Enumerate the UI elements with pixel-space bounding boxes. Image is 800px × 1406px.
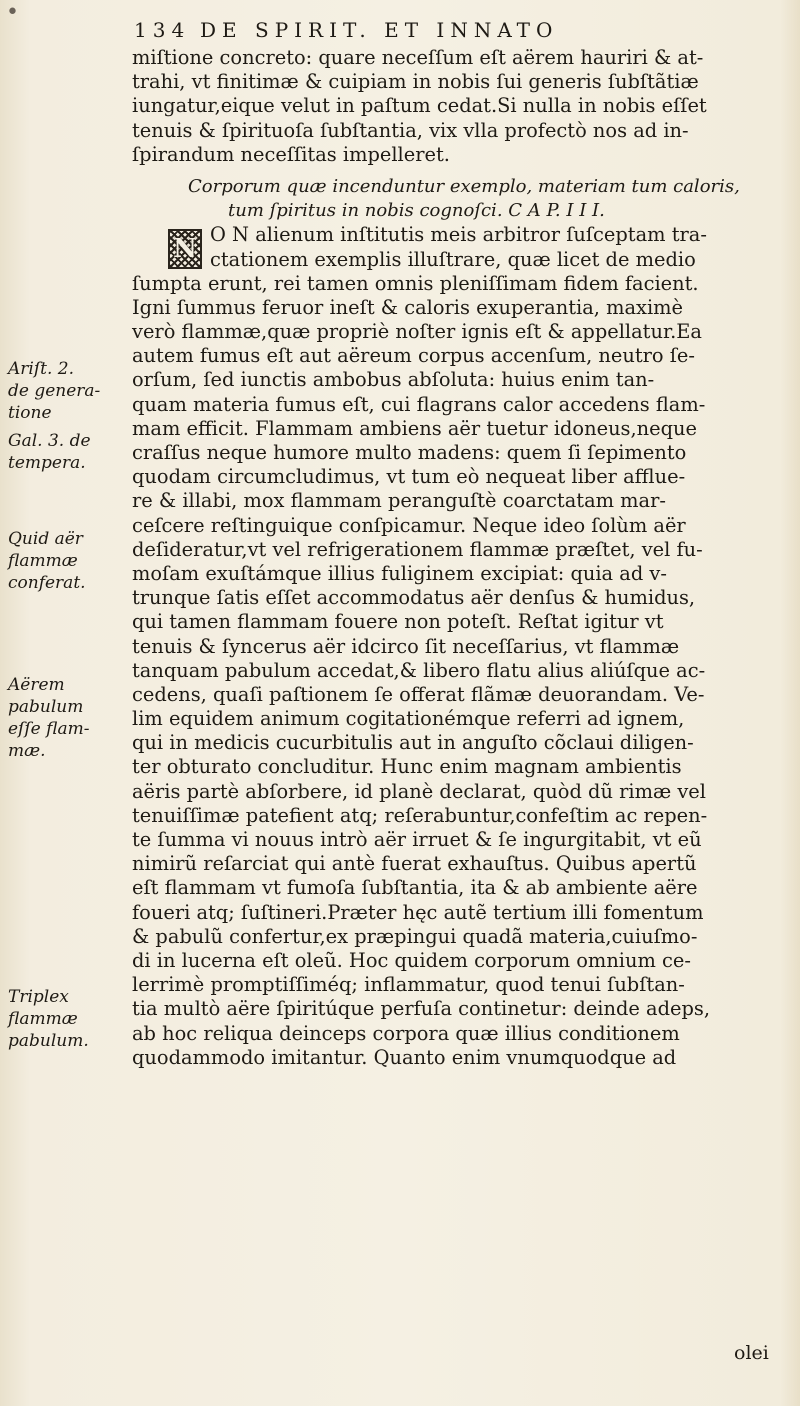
- catchword: olei: [734, 1342, 769, 1364]
- text-line: re & illabi, mox flammam peranguſtè coarctatam mar-: [132, 489, 666, 513]
- text-line: ab hoc reliqua deinceps corpora quæ illius conditionem: [132, 1021, 680, 1045]
- text-line: craſſus neque humore multo madens: quem ſi ſepimento: [132, 441, 687, 464]
- text-line: quodam circumcludimus, vt tum eò nequeat liber afflue-: [132, 465, 686, 489]
- text-line: qui in medicis cucurbitulis aut in anguſto cõclaui diligen-: [132, 731, 694, 755]
- text-line: tenuis & ſyncerus aër idcirco ſit neceſſarius, vt flammæ: [132, 634, 680, 658]
- text-line: tenuiſſimæ patefient atq; reſerabuntur,confeſtim ac repen-: [132, 803, 708, 827]
- margin-note-line: de genera-: [8, 381, 101, 401]
- margin-note-aristotle: [8, 358, 128, 424]
- running-title: DE SPIRIT. ET INNATO: [200, 18, 559, 42]
- dropcap-letter: N: [173, 234, 197, 265]
- text-line: lerrimè promptiſſiméq; inflammatur, quod tenui ſubſtan-: [132, 973, 685, 997]
- margin-note-line: Gal. 3. de: [8, 431, 91, 451]
- text-line: qui tamen flammam fouere non poteſt. Reſtat igitur vt: [132, 610, 664, 634]
- text-line: eſt flammam vt fumoſa ſubſtantia, ita & ab ambiente aëre: [132, 876, 698, 900]
- text-line: foueri atq; ſuſtineri.Præter hęc autẽ tertium illi fomentum: [132, 900, 704, 924]
- text-line: trahi, vt finitimæ & cuipiam in nobis ſui generis ſubſtãtiæ: [132, 70, 699, 94]
- text-line: nimirũ reſarciat qui antè fuerat exhauſtus. Quibus apertũ: [132, 852, 697, 876]
- text-line: & pabulũ confertur,ex præpingui quadã materia,cuiuſmo-: [132, 924, 698, 948]
- margin-note-line: tione: [8, 403, 52, 423]
- running-header: [134, 18, 674, 48]
- page-edge-mark: •: [6, 0, 19, 25]
- text-line: verò flammæ,quæ propriè noſter ignis eſt & appellatur.Ea: [132, 320, 702, 344]
- margin-note-line: Quid aër: [8, 529, 83, 549]
- text-line: autem fumus eſt aut aëreum corpus accenſum, neutro ſe-: [132, 344, 695, 368]
- text-line: miſtione concreto: quare neceſſum eſt aërem hauriri & at-: [132, 46, 704, 69]
- text-line: tanquam pabulum accedat,& libero flatu alius aliúſque ac-: [132, 658, 706, 682]
- margin-note-line: flammæ: [8, 551, 78, 571]
- text-line: O N alienum inſtitutis meis arbitror ſuſceptam tra-: [210, 223, 707, 247]
- text-line: lim equidem animum cogitationémque referri ad ignem,: [132, 707, 685, 731]
- text-line: ter obturato concluditur. Hunc enim magnam ambientis: [132, 755, 682, 779]
- text-line: cedens, quaſi paſtionem ſe offerat flãmæ deuorandam. Ve-: [132, 682, 705, 706]
- dropcap-paragraph-start: [132, 223, 772, 271]
- margin-note-line: mæ.: [8, 741, 46, 761]
- text-line: tia multò aëre ſpiritúque perfuſa continetur: deinde adeps,: [132, 997, 711, 1021]
- text-line: deſideratur,vt vel refrigerationem flammæ præſtet, vel fu-: [132, 537, 703, 561]
- margin-note-line: conferat.: [8, 573, 86, 593]
- chapter-caption-line: tum ſpiritus in nobis cognoſci. C A P. I I I.: [228, 200, 605, 222]
- margin-note-line: eſſe flam-: [8, 719, 90, 739]
- margin-note-aerem-pabulum: [8, 674, 128, 762]
- text-line: di in lucerna eſt oleũ. Hoc quidem corporum omnium ce-: [132, 948, 691, 972]
- text-line: quodammodo imitantur. Quanto enim vnumquodque ad: [132, 1045, 677, 1069]
- margin-note-line: Aërem: [8, 675, 65, 695]
- text-line: iungatur,eique velut in paſtum cedat.Si nulla in nobis eſſet: [132, 94, 707, 118]
- text-line: orſum, ſed iunctis ambobus abſoluta: huius enim tan-: [132, 368, 655, 392]
- text-line: [132, 1094, 772, 1118]
- ornamental-initial-n: [168, 229, 202, 269]
- margin-note-galen: [8, 430, 128, 474]
- text-line: Igni ſummus feruor ineſt & caloris exuperantia, maximè: [132, 295, 684, 319]
- text-line: ctationem exemplis illuſtrare, quæ licet de medio: [210, 247, 696, 271]
- text-line: ſumpta erunt, rei tamen omnis pleniſſimam fidem facient.: [132, 271, 699, 295]
- text-line: aëris partè abſorbere, id planè declarat, quòd dũ rimæ vel: [132, 779, 706, 803]
- text-line: te ſumma vi nouus intrò aër irruet & ſe ingurgitabit, vt eũ: [132, 828, 702, 851]
- text-line: moſam exuſtámque illius fuliginem excipiat: quia ad v-: [132, 561, 667, 585]
- text-line: ceſcere reſtinguique conſpicamur. Neque ideo ſolùm aër: [132, 513, 686, 537]
- margin-note-quid-aer: [8, 528, 128, 594]
- margin-note-line: tempera.: [8, 453, 86, 473]
- text-line: quam materia fumus eſt, cui flagrans calor accedens flam-: [132, 392, 706, 416]
- margin-note-line: Ariſt. 2.: [8, 359, 74, 379]
- chapter-caption-line: Corporum quæ incenduntur exemplo, materiam tum caloris,: [188, 175, 740, 197]
- margin-note-line: Triplex: [8, 987, 69, 1007]
- margin-note-line: pabulum.: [8, 1031, 89, 1051]
- text-line: [132, 1070, 772, 1094]
- margin-note-triplex: [8, 986, 128, 1052]
- page-number: 134: [134, 18, 191, 42]
- main-text-block: [132, 46, 772, 1118]
- text-line: tenuis & ſpirituoſa ſubſtantia, vix vlla profectò nos ad in-: [132, 118, 689, 142]
- margin-note-line: flammæ: [8, 1009, 78, 1029]
- text-line: ſpirandum neceſſitas impelleret.: [132, 142, 450, 166]
- text-line: trunque ſatis eſſet accommodatus aër denſus & humidus,: [132, 586, 696, 610]
- text-line: mam efficit. Flammam ambiens aër tuetur idoneus,neque: [132, 416, 698, 440]
- margin-note-line: pabulum: [8, 697, 84, 717]
